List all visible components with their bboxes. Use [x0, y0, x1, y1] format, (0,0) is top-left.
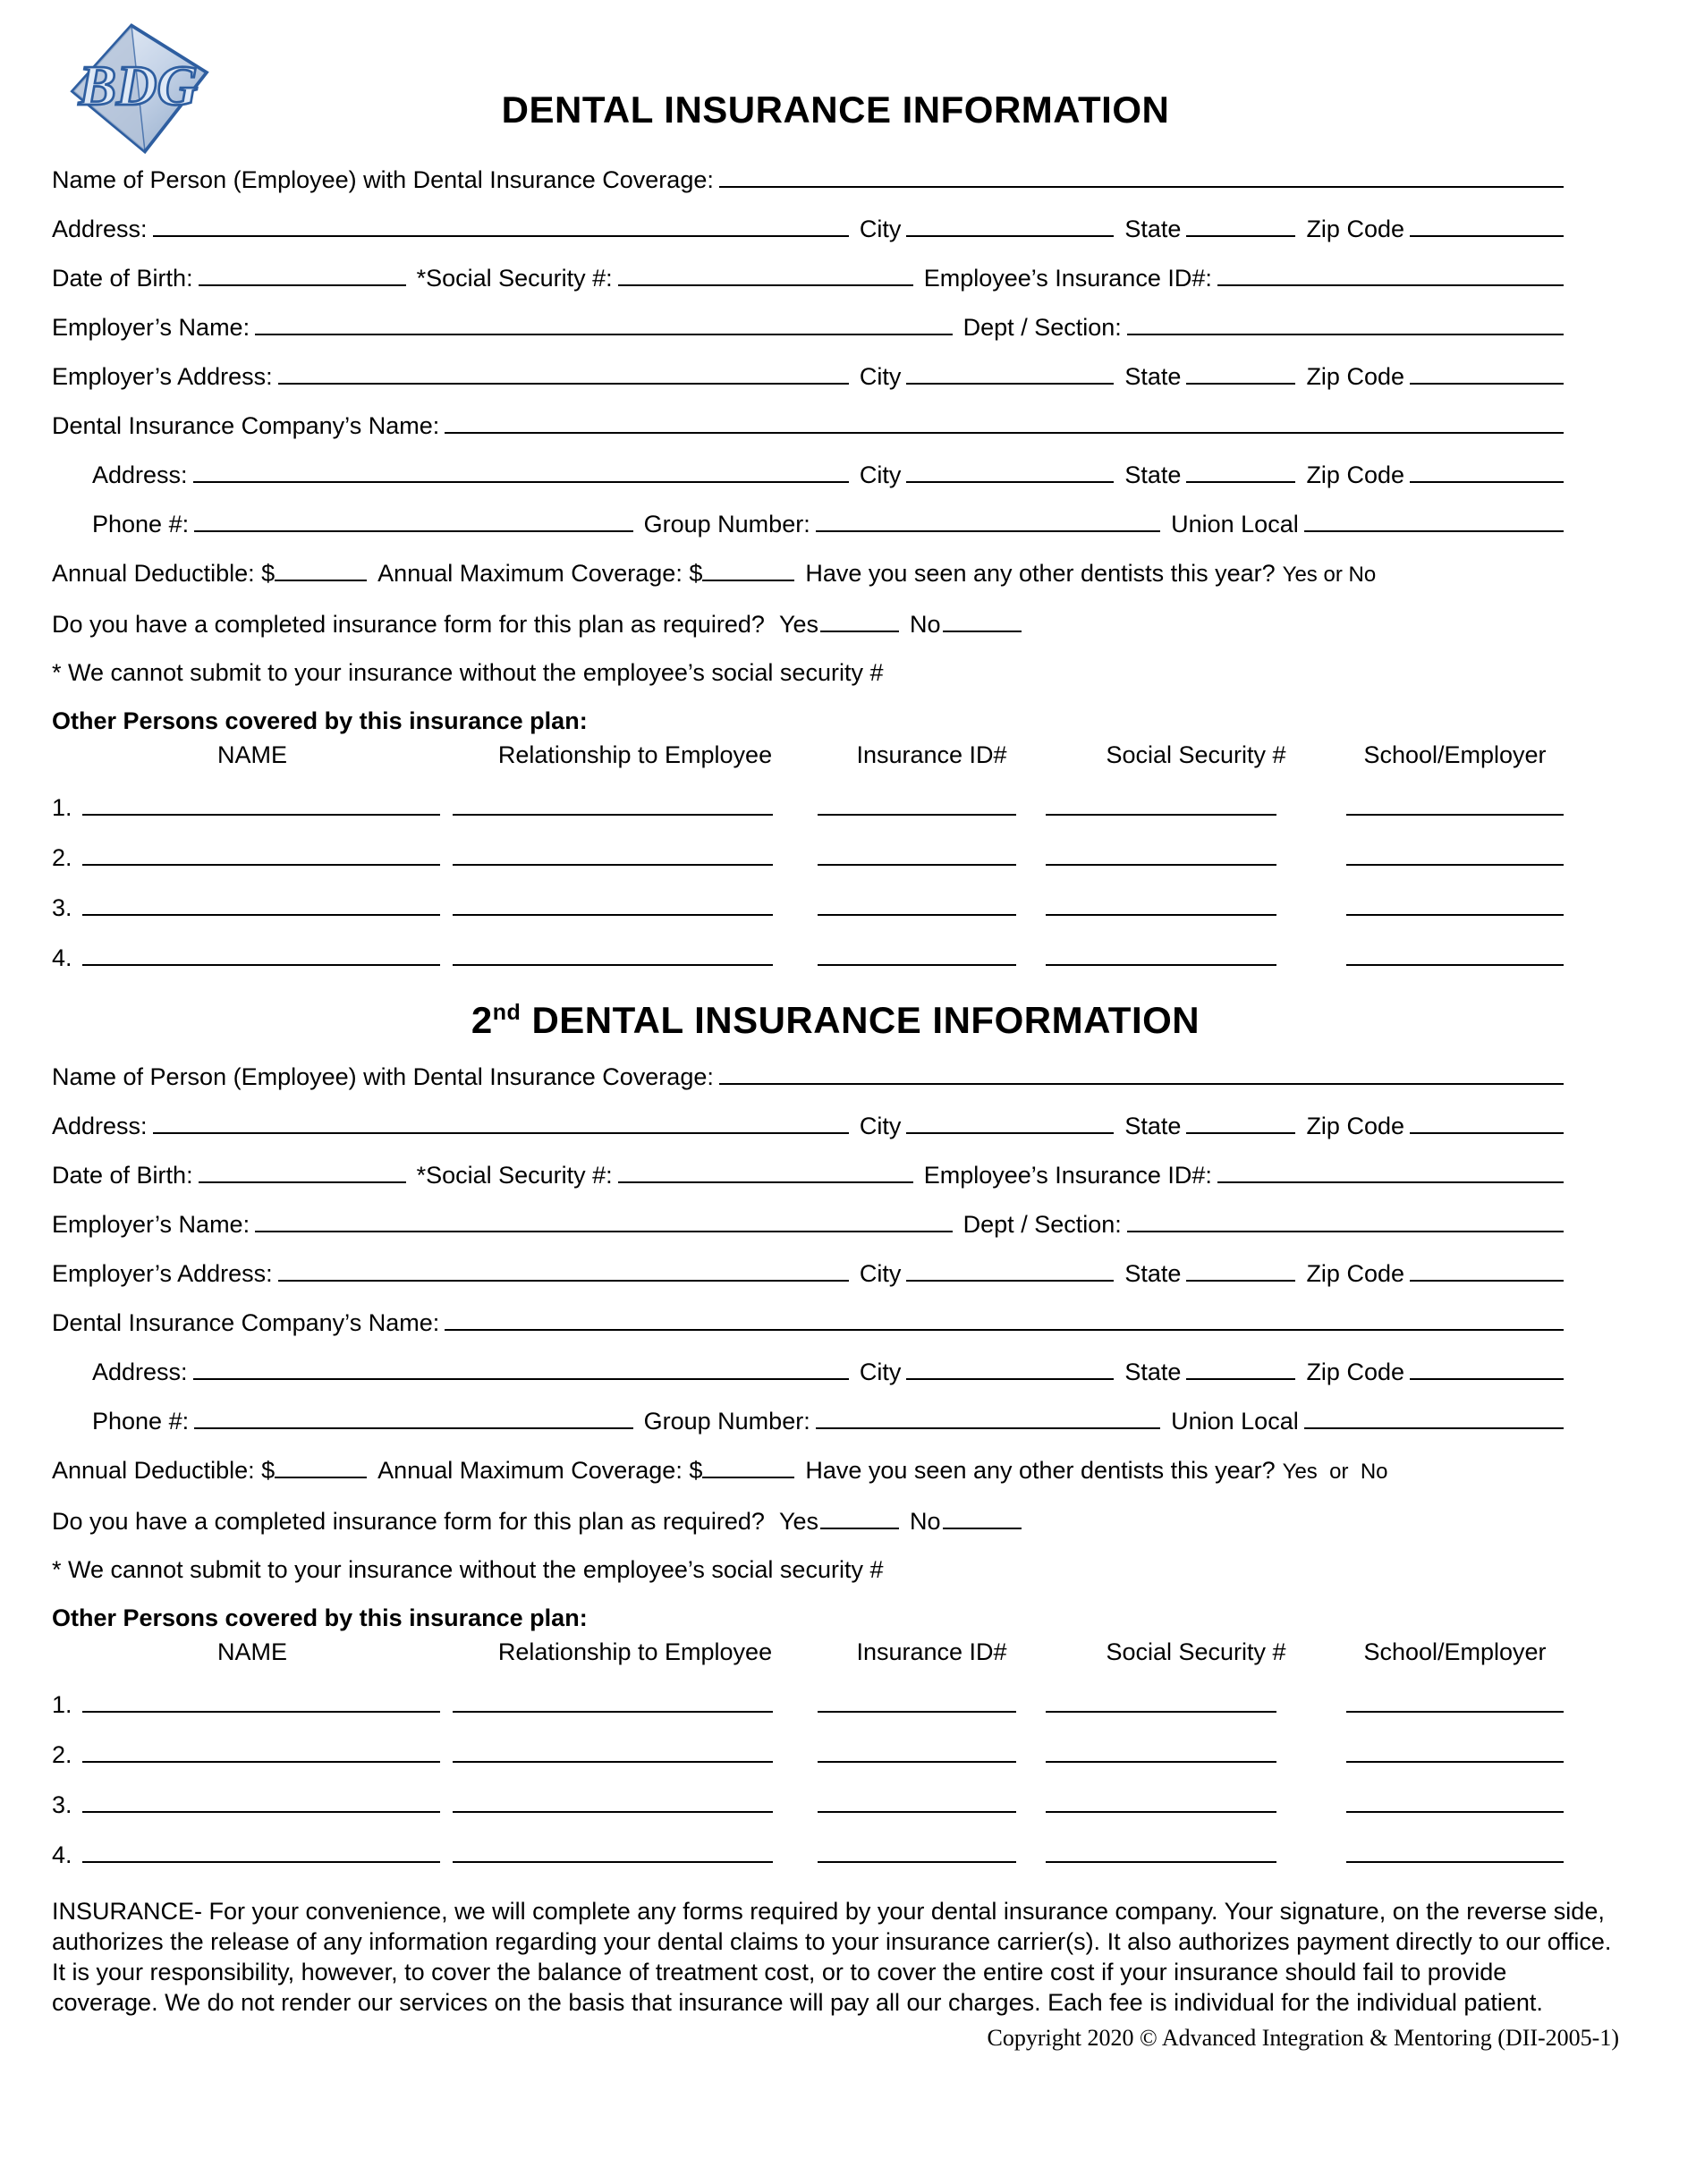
covered-row-2	[52, 1741, 1564, 1767]
other-dentists-question-label: Have you seen any other dentists this year?	[805, 1457, 1276, 1485]
employee-name-field[interactable]	[719, 166, 1564, 188]
phone-field[interactable]	[194, 1408, 633, 1429]
state-field[interactable]	[1186, 1260, 1295, 1282]
address-field[interactable]	[153, 1113, 849, 1134]
city-field[interactable]	[906, 363, 1114, 385]
insurance-company-name-field[interactable]	[445, 1309, 1564, 1331]
employer-address-label: Employer’s Address:	[52, 363, 273, 390]
union-local-label: Union Local	[1171, 1408, 1299, 1435]
covered-school-employer-field[interactable]	[1346, 1691, 1564, 1713]
covered-relationship-field[interactable]	[453, 1691, 773, 1713]
covered-school-employer-field[interactable]	[1346, 944, 1564, 966]
address-label: Address:	[92, 1359, 188, 1386]
zip-code-label: Zip Code	[1306, 363, 1404, 390]
union-local-field[interactable]	[1304, 1408, 1564, 1429]
insurance-phone-row	[52, 1408, 1564, 1434]
dept-section-label: Dept / Section:	[962, 314, 1122, 341]
employee-name-label: Name of Person (Employee) with Dental Insurance Coverage:	[52, 166, 714, 193]
covered-school-employer-field[interactable]	[1346, 794, 1564, 816]
ordinal-number: 2	[471, 999, 493, 1041]
insurance-company-name-row	[52, 412, 1564, 438]
city-field[interactable]	[906, 1113, 1114, 1134]
form-header	[52, 0, 1619, 166]
employer-address-field[interactable]	[278, 1260, 849, 1282]
col-header-insurance-id: Insurance ID#	[856, 741, 1007, 768]
covered-persons-heading-row	[52, 708, 1564, 733]
employee-name-row	[52, 1063, 1564, 1089]
covered-name-field[interactable]	[82, 1841, 440, 1863]
covered-school-employer-field[interactable]	[1346, 844, 1564, 866]
covered-ssn-field[interactable]	[1046, 944, 1276, 966]
col-header-school-employer: School/Employer	[1363, 1638, 1547, 1666]
covered-name-field[interactable]	[82, 844, 440, 866]
other-dentists-question-label: Have you seen any other dentists this year?	[805, 560, 1276, 587]
city-label: City	[859, 1113, 902, 1140]
ssn-note-row	[52, 1557, 1564, 1582]
covered-ssn-field[interactable]	[1046, 1741, 1276, 1763]
zip-code-label: Zip Code	[1306, 216, 1404, 242]
covered-row-1	[52, 1691, 1564, 1717]
row-number: 2.	[52, 844, 72, 871]
social-security-field[interactable]	[618, 265, 913, 286]
union-local-field[interactable]	[1304, 511, 1564, 532]
col-header-ssn: Social Security #	[1106, 741, 1286, 768]
city-label: City	[859, 1359, 902, 1386]
city-field[interactable]	[906, 461, 1114, 483]
zip-code-label: Zip Code	[1306, 461, 1404, 488]
covered-school-employer-field[interactable]	[1346, 1741, 1564, 1763]
phone-label: Phone #:	[92, 1408, 190, 1435]
phone-label: Phone #:	[92, 511, 190, 538]
employee-address-row	[52, 1113, 1564, 1139]
covered-persons-heading: Other Persons covered by this insurance plan:	[52, 1604, 588, 1632]
city-label: City	[859, 461, 902, 488]
col-header-name: NAME	[216, 741, 287, 768]
state-field[interactable]	[1186, 1359, 1295, 1380]
employer-name-label: Employer’s Name:	[52, 1211, 250, 1239]
no-label: No	[909, 1508, 941, 1536]
zip-code-label: Zip Code	[1306, 1113, 1404, 1140]
no-label: No	[909, 611, 941, 638]
col-header-school-employer: School/Employer	[1363, 741, 1547, 768]
employer-address-row	[52, 363, 1564, 389]
employer-name-field[interactable]	[255, 1211, 953, 1232]
covered-ssn-field[interactable]	[1046, 894, 1276, 916]
city-field[interactable]	[906, 1359, 1114, 1380]
annual-max-coverage-label: Annual Maximum Coverage: $	[377, 1457, 703, 1485]
city-label: City	[859, 363, 902, 390]
covered-school-employer-field[interactable]	[1346, 1791, 1564, 1813]
state-field[interactable]	[1186, 363, 1295, 385]
city-field[interactable]	[906, 216, 1114, 237]
dept-section-label: Dept / Section:	[962, 1211, 1122, 1239]
covered-name-field[interactable]	[82, 894, 440, 916]
yes-field[interactable]	[820, 611, 899, 632]
employee-insurance-id-label: Employee’s Insurance ID#:	[923, 1162, 1212, 1189]
employee-address-row	[52, 216, 1564, 241]
dob-ssn-row	[52, 265, 1564, 291]
form-footer	[52, 1896, 1619, 2052]
insurance-address-field[interactable]	[193, 1359, 849, 1380]
insurance-company-name-field[interactable]	[445, 412, 1564, 434]
group-number-field[interactable]	[816, 511, 1160, 532]
covered-ssn-field[interactable]	[1046, 1791, 1276, 1813]
insurance-phone-row	[52, 511, 1564, 537]
covered-persons-heading: Other Persons covered by this insurance plan:	[52, 707, 588, 734]
covered-ssn-field[interactable]	[1046, 794, 1276, 816]
annual-max-coverage-label: Annual Maximum Coverage: $	[377, 560, 703, 587]
date-of-birth-field[interactable]	[199, 265, 406, 286]
state-label: State	[1124, 1260, 1182, 1288]
covered-insurance-id-field[interactable]	[818, 1741, 1016, 1763]
insurance-company-address-row	[52, 461, 1564, 487]
covered-relationship-field[interactable]	[453, 1841, 773, 1863]
bdg-logo	[64, 21, 215, 156]
dept-section-field[interactable]	[1127, 314, 1564, 335]
covered-row-3	[52, 1791, 1564, 1817]
employer-address-label: Employer’s Address:	[52, 1260, 273, 1288]
no-field[interactable]	[943, 611, 1022, 632]
covered-insurance-id-field[interactable]	[818, 794, 1016, 816]
address-label: Address:	[52, 216, 148, 242]
covered-name-field[interactable]	[82, 944, 440, 966]
insurance-address-field[interactable]	[193, 461, 849, 483]
insurance-policy-note: INSURANCE- For your convenience, we will complete any forms required by your dental insurance company. Your signature, on the reverse side, authorizes the release of any information regarding your dental claims to your insurance carrier(s). It also authorizes payment directly to our office. It is your responsibility, however, to cover the balance of treatment cost, or to cover the entire cost if your insurance should fail to provide coverage. We do not render our services on the basis that insurance will pay all our charges. Each fee is individual for the individual patient.	[52, 1898, 1612, 2017]
covered-insurance-id-field[interactable]	[818, 844, 1016, 866]
zip-code-label: Zip Code	[1306, 1359, 1404, 1386]
completed-form-question-label: Do you have a completed insurance form for this plan as required?	[52, 1508, 765, 1536]
employee-insurance-id-label: Employee’s Insurance ID#:	[923, 265, 1212, 292]
dob-ssn-row	[52, 1162, 1564, 1188]
insurance-company-name-label: Dental Insurance Company’s Name:	[52, 412, 440, 439]
yes-field[interactable]	[820, 1508, 899, 1529]
address-label: Address:	[92, 461, 188, 488]
zip-code-field[interactable]	[1410, 1260, 1564, 1282]
ordinal-suffix: nd	[492, 1000, 522, 1025]
col-header-relationship: Relationship to Employee	[497, 741, 773, 768]
yes-or-no-label[interactable]: Yes or No	[1282, 563, 1377, 587]
employer-name-label: Employer’s Name:	[52, 314, 250, 341]
group-number-field[interactable]	[816, 1408, 1160, 1429]
covered-row-4	[52, 944, 1564, 970]
annual-deductible-label: Annual Deductible: $	[52, 560, 276, 587]
covered-relationship-field[interactable]	[453, 794, 773, 816]
city-field[interactable]	[906, 1260, 1114, 1282]
state-field[interactable]	[1186, 461, 1295, 483]
state-field[interactable]	[1186, 1113, 1295, 1134]
covered-ssn-field[interactable]	[1046, 1691, 1276, 1713]
covered-relationship-field[interactable]	[453, 944, 773, 966]
covered-relationship-field[interactable]	[453, 1741, 773, 1763]
completed-form-row	[52, 1508, 1564, 1534]
insurance-company-name-label: Dental Insurance Company’s Name:	[52, 1309, 440, 1337]
zip-code-field[interactable]	[1410, 216, 1564, 237]
ssn-note: * We cannot submit to your insurance without the employee’s social security #	[52, 1556, 884, 1584]
col-header-relationship: Relationship to Employee	[497, 1638, 773, 1666]
col-header-name: NAME	[216, 1638, 287, 1666]
covered-school-employer-field[interactable]	[1346, 1841, 1564, 1863]
covered-relationship-field[interactable]	[453, 844, 773, 866]
state-label: State	[1124, 363, 1182, 390]
date-of-birth-label: Date of Birth:	[52, 1162, 193, 1189]
phone-field[interactable]	[194, 511, 633, 532]
covered-row-3	[52, 894, 1564, 920]
state-label: State	[1124, 1113, 1182, 1140]
covered-row-1	[52, 794, 1564, 820]
employee-insurance-id-field[interactable]	[1217, 1162, 1564, 1183]
covered-relationship-field[interactable]	[453, 894, 773, 916]
employer-address-field[interactable]	[278, 363, 849, 385]
city-label: City	[859, 1260, 902, 1288]
group-number-label: Group Number:	[643, 511, 810, 538]
insurance-company-address-row	[52, 1359, 1564, 1384]
annual-max-coverage-field[interactable]	[702, 560, 794, 581]
date-of-birth-field[interactable]	[199, 1162, 406, 1183]
covered-insurance-id-field[interactable]	[818, 1841, 1016, 1863]
annual-deductible-field[interactable]	[275, 560, 367, 581]
ssn-note-row	[52, 660, 1564, 685]
deductible-row	[52, 1457, 1564, 1485]
covered-row-4	[52, 1841, 1564, 1867]
union-local-label: Union Local	[1171, 511, 1299, 538]
bdg-logo-letters: BDG	[78, 55, 199, 117]
covered-row-2	[52, 844, 1564, 870]
row-number: 1.	[52, 794, 72, 821]
state-field[interactable]	[1186, 216, 1295, 237]
secondary-section-title	[52, 1001, 1619, 1040]
zip-code-field[interactable]	[1410, 363, 1564, 385]
primary-insurance-section	[52, 166, 1564, 970]
covered-relationship-field[interactable]	[453, 1791, 773, 1813]
col-header-ssn: Social Security #	[1106, 1638, 1286, 1666]
copyright-line: Copyright 2020 © Advanced Integration & Mentoring (DII-2005-1)	[987, 2025, 1619, 2052]
zip-code-field[interactable]	[1410, 1359, 1564, 1380]
row-number: 3.	[52, 894, 72, 921]
yes-label: Yes	[778, 611, 818, 638]
covered-insurance-id-field[interactable]	[818, 1691, 1016, 1713]
no-field[interactable]	[943, 1508, 1022, 1529]
employee-name-label: Name of Person (Employee) with Dental Insurance Coverage:	[52, 1063, 714, 1091]
covered-insurance-id-field[interactable]	[818, 894, 1016, 916]
secondary-title-text: DENTAL INSURANCE INFORMATION	[521, 999, 1200, 1041]
group-number-label: Group Number:	[643, 1408, 810, 1435]
zip-code-field[interactable]	[1410, 1113, 1564, 1134]
employer-name-row	[52, 314, 1564, 340]
covered-insurance-id-field[interactable]	[818, 944, 1016, 966]
address-field[interactable]	[153, 216, 849, 237]
employer-name-field[interactable]	[255, 314, 953, 335]
row-number: 1.	[52, 1691, 72, 1719]
zip-code-field[interactable]	[1410, 461, 1564, 483]
dept-section-field[interactable]	[1127, 1211, 1564, 1232]
annual-max-coverage-field[interactable]	[702, 1457, 794, 1478]
employee-name-field[interactable]	[719, 1063, 1564, 1085]
completed-form-question-label: Do you have a completed insurance form for this plan as required?	[52, 611, 765, 638]
covered-name-field[interactable]	[82, 1691, 440, 1713]
row-number: 4.	[52, 1841, 72, 1869]
row-number: 4.	[52, 944, 72, 971]
covered-school-employer-field[interactable]	[1346, 894, 1564, 916]
ssn-note: * We cannot submit to your insurance without the employee’s social security #	[52, 659, 884, 686]
state-label: State	[1124, 1359, 1182, 1386]
deductible-row	[52, 560, 1564, 588]
covered-ssn-field[interactable]	[1046, 1841, 1276, 1863]
state-label: State	[1124, 216, 1182, 242]
annual-deductible-field[interactable]	[275, 1457, 367, 1478]
row-number: 3.	[52, 1791, 72, 1819]
social-security-field[interactable]	[618, 1162, 913, 1183]
yes-or-no-label[interactable]: Yes or No	[1282, 1460, 1388, 1485]
covered-name-field[interactable]	[82, 1791, 440, 1813]
state-label: State	[1124, 461, 1182, 488]
employer-address-row	[52, 1260, 1564, 1286]
social-security-label: *Social Security #:	[416, 1162, 613, 1189]
employer-name-row	[52, 1211, 1564, 1237]
page-title: DENTAL INSURANCE INFORMATION	[501, 89, 1170, 131]
employee-name-row	[52, 166, 1564, 192]
secondary-insurance-section	[52, 1063, 1564, 1867]
covered-name-field[interactable]	[82, 794, 440, 816]
city-label: City	[859, 216, 902, 242]
covered-name-field[interactable]	[82, 1741, 440, 1763]
annual-deductible-label: Annual Deductible: $	[52, 1457, 276, 1485]
yes-label: Yes	[778, 1508, 818, 1536]
row-number: 2.	[52, 1741, 72, 1769]
insurance-company-name-row	[52, 1309, 1564, 1335]
employee-insurance-id-field[interactable]	[1217, 265, 1564, 286]
covered-ssn-field[interactable]	[1046, 844, 1276, 866]
covered-persons-heading-row	[52, 1605, 1564, 1630]
covered-insurance-id-field[interactable]	[818, 1791, 1016, 1813]
social-security-label: *Social Security #:	[416, 265, 613, 292]
address-label: Address:	[52, 1113, 148, 1140]
zip-code-label: Zip Code	[1306, 1260, 1404, 1288]
covered-table-header	[52, 1639, 1564, 1664]
covered-table-header	[52, 742, 1564, 767]
col-header-insurance-id: Insurance ID#	[856, 1638, 1007, 1666]
completed-form-row	[52, 611, 1564, 637]
date-of-birth-label: Date of Birth:	[52, 265, 193, 292]
